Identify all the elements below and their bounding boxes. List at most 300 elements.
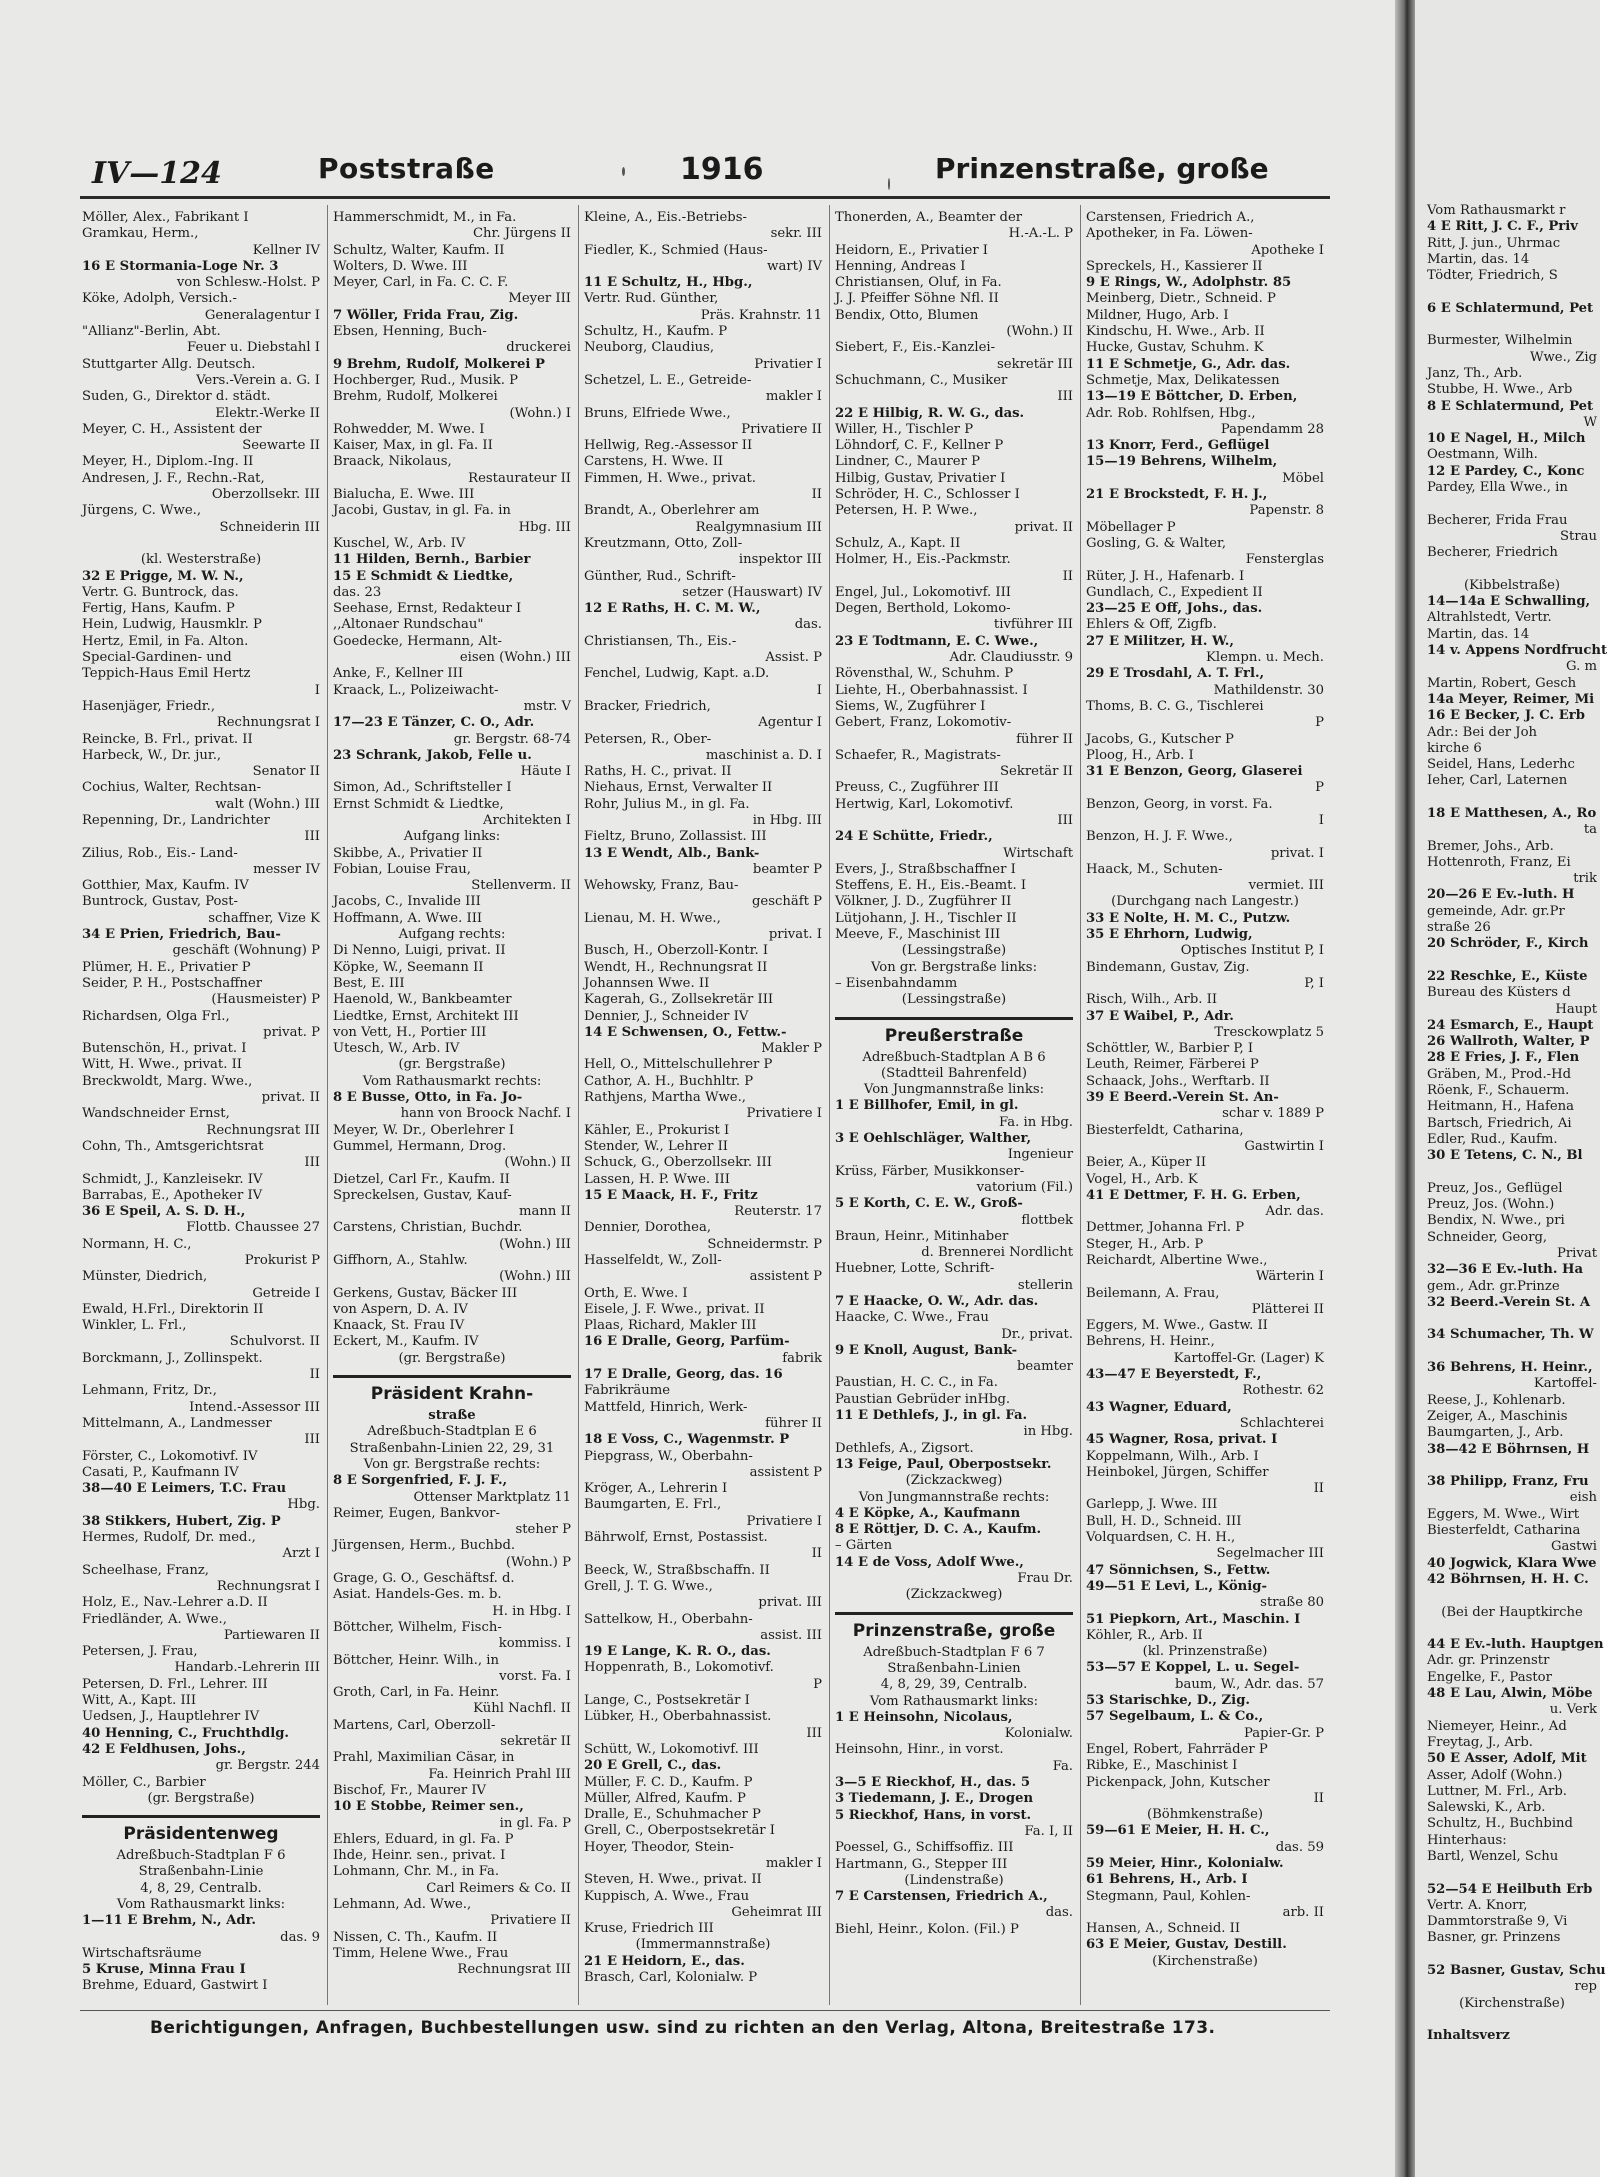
directory-entry-line: Hansen, A., Schneid. II	[1086, 1921, 1241, 1937]
directory-entry-line: Vertr. Rud. Günther,	[584, 291, 719, 307]
house-number-entry: 20 E Grell, C., das.	[584, 1758, 722, 1774]
directory-entry-line: Schütt, W., Lokomotivf. III	[584, 1741, 759, 1757]
directory-entry-line: III	[304, 1155, 320, 1171]
house-number-entry: 12 E Raths, H. C. M. W.,	[584, 601, 761, 617]
directory-entry-line: Brehme, Eduard, Gastwirt I	[82, 1978, 268, 1994]
directory-entry-line: tivführer III	[993, 617, 1073, 633]
directory-entry-line: Dennier, Dorothea,	[584, 1220, 712, 1236]
directory-entry-line: Raths, H. C., privat. II	[584, 764, 732, 780]
house-number-entry: 6 E Schlatermund, Pet	[1427, 300, 1594, 316]
directory-entry-line: Haenold, W., Bankbeamter	[333, 992, 512, 1008]
directory-entry-line: privat. III	[758, 1595, 822, 1611]
directory-entry-line: von Aspern, D. A. IV	[333, 1301, 468, 1317]
house-number-entry: 35 E Ehrhorn, Ludwig,	[1086, 927, 1253, 943]
directory-entry-line: Schaack, Johs., Werftarb. II	[1086, 1073, 1270, 1089]
directory-entry-line: Sattelkow, H., Oberbahn-	[584, 1611, 753, 1627]
house-number-entry: 15 E Schmidt & Liedtke,	[333, 568, 514, 584]
directory-entry-line: Bendix, N. Wwe., pri	[1427, 1213, 1565, 1229]
directory-entry-line: Straßenbahn-Linien	[887, 1660, 1021, 1676]
directory-entry-line: Bull, H. D., Schneid. III	[1086, 1513, 1242, 1529]
directory-entry-line: (Hausmeister) P	[211, 992, 320, 1008]
directory-entry-line: Vom Rathausmarkt links:	[869, 1693, 1039, 1709]
directory-entry-line: ,,Altonaer Rundschau"	[333, 617, 484, 633]
directory-entry-line: Holz, E., Nav.-Lehrer a.D. II	[82, 1595, 268, 1611]
directory-entry-line: Eggers, M. Wwe., Wirt	[1427, 1506, 1580, 1522]
directory-entry-line: Dammtorstraße 9, Vi	[1427, 1914, 1568, 1930]
directory-entry-line: Prahl, Maximilian Cäsar, in	[333, 1750, 515, 1766]
house-number-entry: 11 E Dethlefs, J., in gl. Fa.	[835, 1408, 1028, 1424]
house-number-entry: 15—19 Behrens, Wilhelm,	[1086, 454, 1278, 470]
directory-entry-line: Kraack, L., Polizeiwacht-	[333, 682, 499, 698]
directory-entry-line: Engel, Robert, Fahrräder P	[1086, 1741, 1268, 1757]
house-number-entry: 9 Brehm, Rudolf, Molkerei P	[333, 356, 545, 372]
directory-entry-line: Generalagentur I	[204, 307, 320, 323]
directory-entry-line: Asser, Adolf (Wohn.)	[1427, 1767, 1563, 1783]
house-number-entry: 4 E Köpke, A., Kaufmann	[835, 1505, 1021, 1521]
directory-entry-line: Rüter, J. H., Hafenarb. I	[1086, 568, 1245, 584]
directory-entry-line: Bracker, Friedrich,	[584, 698, 711, 714]
house-number-entry: 38 Philipp, Franz, Fru	[1427, 1474, 1589, 1490]
directory-entry-line: Koppelmann, Wilh., Arb. I	[1086, 1448, 1259, 1464]
house-number-entry: 12 E Pardey, C., Konc	[1427, 463, 1585, 479]
directory-entry-line: Wandschneider Ernst,	[82, 1106, 230, 1122]
house-number-entry: 7 Wöller, Frida Frau, Zig.	[333, 307, 519, 323]
directory-entry-line: P, I	[1304, 975, 1324, 991]
directory-entry-line: Nissen, C. Th., Kaufm. II	[333, 1929, 498, 1945]
house-number-entry: 21 E Heidorn, E., das.	[584, 1953, 745, 1969]
directory-entry-line: Cathor, A. H., Buchhltr. P	[584, 1073, 754, 1089]
directory-entry-line: H. in Hbg. I	[492, 1603, 571, 1619]
directory-entry-line: Tresckowplatz 5	[1214, 1024, 1324, 1040]
directory-entry-line: setzer (Hauswart) IV	[682, 584, 822, 600]
directory-entry-line: (Wohn.) II	[1006, 324, 1073, 340]
house-number-entry: 10 E Stobbe, Reimer sen.,	[333, 1799, 524, 1815]
directory-entry-line: (Wohn.) I	[509, 405, 571, 421]
directory-entry-line: Kühl Nachfl. II	[473, 1701, 571, 1717]
directory-entry-line: privat. I	[1270, 845, 1324, 861]
directory-entry-line: Hasenjäger, Friedr.,	[82, 698, 216, 714]
directory-entry-line: Haack, M., Schuten-	[1086, 861, 1223, 877]
directory-entry-line: Adreßbuch-Stadtplan A B 6	[862, 1049, 1046, 1065]
house-number-entry: 51 Piepkorn, Art., Maschin. I	[1086, 1611, 1301, 1627]
directory-entry-line: (Wohn.) III	[499, 1269, 571, 1285]
directory-entry-line: Repenning, Dr., Landrichter	[82, 812, 270, 828]
directory-entry-line: (Stadtteil Bahrenfeld)	[881, 1065, 1027, 1081]
directory-entry-line: Stender, W., Lehrer II	[584, 1138, 729, 1154]
book-gutter	[1395, 0, 1415, 2177]
directory-entry-line: Von Jungmannstraße rechts:	[858, 1489, 1050, 1505]
directory-entry-line: Seidel, Hans, Lederhc	[1427, 757, 1575, 773]
house-number-entry: 36 Behrens, H. Heinr.,	[1427, 1360, 1593, 1376]
directory-entry-line: (kl. Westerstraße)	[140, 552, 262, 568]
directory-entry-line: Hoyer, Theodor, Stein-	[584, 1839, 734, 1855]
house-number-entry: 7 E Haacke, O. W., Adr. das.	[835, 1294, 1039, 1309]
column-6	[1427, 203, 1607, 2044]
directory-entry-line: Sekretär II	[999, 764, 1073, 780]
directory-entry-line: Bremer, Johs., Arb.	[1427, 838, 1554, 854]
print-mark	[888, 178, 890, 190]
directory-entry-line: Fabrikräume	[584, 1383, 671, 1399]
house-number-entry: 5 Kruse, Minna Frau I	[82, 1962, 246, 1978]
house-number-entry: 30 E Tetens, C. N., Bl	[1427, 1148, 1583, 1164]
directory-entry-line: (Lessingstraße)	[901, 943, 1007, 959]
directory-entry-line: Niemeyer, Heinr., Ad	[1427, 1718, 1567, 1734]
directory-entry-line: P	[813, 1676, 822, 1692]
directory-entry-line: (Kirchenstraße)	[1459, 1995, 1565, 2011]
directory-entry-line: Ernst Schmidt & Liedtke,	[333, 796, 504, 812]
directory-entry-line: Schmidt, J., Kanzleisekr. IV	[82, 1171, 263, 1187]
directory-entry-line: (Böhmkenstraße)	[1146, 1807, 1264, 1823]
house-number-entry: 20—26 E Ev.-luth. H	[1427, 887, 1575, 903]
directory-entry-line: makler I	[765, 389, 822, 405]
directory-entry-line: Präs. Krahnstr. 11	[700, 307, 822, 323]
directory-entry-line: (gr. Bergstraße)	[147, 1790, 255, 1806]
directory-entry-line: Kindschu, H. Wwe., Arb. II	[1086, 324, 1265, 340]
directory-entry-line: das.	[1045, 1905, 1073, 1921]
column-1	[82, 210, 320, 2015]
directory-entry-line: Mittelmann, A., Landmesser	[82, 1415, 272, 1431]
directory-entry-line: straße 80	[1260, 1595, 1324, 1611]
directory-entry-line: Getreide I	[252, 1285, 320, 1301]
house-number-entry: 49—51 E Levi, L., König-	[1086, 1578, 1267, 1594]
house-number-entry: 32 E Prigge, M. W. N.,	[82, 568, 244, 584]
directory-entry-line: Giffhorn, A., Stahlw.	[333, 1253, 468, 1268]
directory-entry-line: Hinterhaus:	[1427, 1832, 1507, 1848]
directory-entry-line	[1427, 1947, 1597, 1963]
directory-entry-line: Luttner, M. Frl., Arb.	[1427, 1783, 1567, 1799]
directory-entry-line: Ingenieur	[1007, 1147, 1073, 1163]
directory-entry-line: Thoms, B. C. G., Tischlerei	[1086, 698, 1264, 714]
directory-entry-line: Adreßbuch-Stadtplan F 6 7	[863, 1644, 1045, 1660]
directory-entry-line: Hertz, Emil, in Fa. Alton.	[82, 633, 249, 649]
directory-entry-line: rep	[1574, 1979, 1597, 1995]
column-divider	[327, 205, 328, 2005]
directory-entry-line: Preuz, Jos., Geflügel	[1427, 1180, 1563, 1196]
directory-entry-line: geschäft P	[751, 894, 822, 910]
directory-entry-line: Henning, Andreas I	[835, 258, 966, 274]
directory-entry-line: Vertr. G. Buntrock, das.	[82, 584, 239, 600]
directory-entry-line: privat. I	[768, 927, 822, 943]
house-number-entry: 22 E Hilbig, R. W. G., das.	[835, 405, 1025, 421]
directory-entry-line: Becherer, Friedrich	[1427, 545, 1558, 561]
directory-entry-line: Holmer, H., Eis.-Packmstr.	[835, 552, 1011, 568]
directory-entry-line: Günther, Rud., Schrift-	[584, 568, 736, 584]
directory-entry-line: Liedtke, Ernst, Architekt III	[333, 1008, 519, 1024]
directory-entry-line: Wendt, H., Rechnungsrat II	[584, 959, 768, 975]
directory-entry-line: Müller, Alfred, Kaufm. P	[584, 1790, 746, 1806]
directory-entry-line: Jacobi, Gustav, in gl. Fa. in	[333, 503, 511, 519]
directory-entry-line: Papendamm 28	[1220, 421, 1324, 437]
directory-entry-line: schaffner, Vize K	[208, 910, 320, 926]
house-number-entry: 24 E Schütte, Friedr.,	[835, 829, 993, 845]
directory-entry-line: Braun, Heinr., Mitinhaber	[835, 1228, 1009, 1244]
directory-entry-line: (Kibbelstraße)	[1463, 577, 1561, 593]
directory-entry-line: Wolters, D. Wwe. III	[333, 258, 468, 274]
directory-entry-line: Grell, C., Oberpostsekretär I	[584, 1823, 776, 1839]
directory-entry-line: Orth, E. Wwe. I	[584, 1285, 688, 1301]
directory-entry-line	[82, 536, 320, 552]
directory-entry-line: Altrahlstedt, Vertr.	[1427, 610, 1552, 626]
directory-entry-line: Di Nenno, Luigi, privat. II	[333, 943, 506, 959]
directory-entry-line: Haacke, C. Wwe., Frau	[835, 1310, 989, 1326]
directory-entry-line: Meinberg, Dietr., Schneid. P	[1086, 291, 1276, 307]
directory-entry-line: (Zickzackweg)	[905, 1473, 1003, 1489]
house-number-entry: 40 Henning, C., Fruchthdlg.	[82, 1725, 290, 1741]
directory-entry-line: Lange, C., Postsekretär I	[584, 1693, 750, 1709]
house-number-entry: Inhaltsverz	[1427, 2028, 1510, 2044]
directory-entry-line: Burmester, Wilhelmin	[1427, 333, 1573, 349]
directory-entry-line: Vom Rathausmarkt links:	[116, 1896, 286, 1912]
directory-entry-line: beamter P	[752, 861, 822, 877]
directory-entry-line: Schneider, Georg,	[1427, 1229, 1548, 1245]
directory-entry-line: Bendix, Otto, Blumen	[835, 307, 979, 323]
directory-entry-line: Rohwedder, M. Wwe. I	[333, 421, 485, 437]
directory-entry-line: Martens, Carl, Oberzoll-	[333, 1717, 496, 1733]
directory-entry-line: das. 23	[333, 584, 382, 600]
directory-entry-line: Biesterfeldt, Catharina,	[1086, 1122, 1244, 1138]
house-number-entry: 20 Schröder, F., Kirch	[1427, 936, 1589, 952]
directory-entry-line: Dettmer, Johanna Frl. P	[1086, 1220, 1245, 1236]
directory-entry-line: gemeinde, Adr. gr.Pr	[1427, 903, 1565, 919]
directory-entry-line: Möbellager P	[1086, 519, 1176, 535]
directory-entry-line: Heinsohn, Hinr., in vorst.	[835, 1742, 1004, 1758]
directory-entry-line: kommiss. I	[498, 1636, 571, 1652]
directory-entry-line: Bialucha, E. Wwe. III	[333, 487, 475, 503]
directory-entry-line: Winkler, L. Frl.,	[82, 1318, 187, 1334]
directory-entry-line: fabrik	[782, 1350, 822, 1366]
directory-entry-line: Carl Reimers & Co. II	[426, 1880, 571, 1896]
directory-entry-line: W	[1583, 414, 1597, 430]
directory-entry-line: Schultz, H., Buchbind	[1427, 1816, 1573, 1832]
directory-entry-line: Vom Rathausmarkt r	[1427, 203, 1566, 218]
directory-entry-line: steher P	[515, 1522, 571, 1538]
directory-entry-line: Zilius, Rob., Eis.- Land-	[82, 845, 238, 861]
directory-entry-line: Goedecke, Hermann, Alt-	[333, 633, 502, 649]
directory-entry-line: straße 26	[1427, 920, 1491, 936]
directory-entry-line: Heitmann, H., Hafena	[1427, 1099, 1575, 1115]
directory-entry-line: Schöttler, W., Barbier P, I	[1086, 1041, 1254, 1057]
directory-entry-line: Völkner, J. D., Zugführer II	[835, 894, 1012, 910]
directory-entry-line: Böttcher, Heinr. Wilh., in	[333, 1652, 499, 1668]
directory-entry-line: in gl. Fa. P	[499, 1815, 571, 1831]
house-number-entry: 9 E Knoll, August, Bank-	[835, 1342, 1018, 1358]
directory-entry-line: Schulvorst. II	[229, 1334, 320, 1350]
directory-entry-line: Adr.: Bei der Joh	[1427, 724, 1538, 740]
directory-entry-line: Schröder, H. C., Schlosser I	[835, 487, 1020, 503]
house-number-entry: 57 Segelbaum, L. & Co.,	[1086, 1709, 1264, 1725]
house-number-entry: 59 Meier, Hinr., Kolonialw.	[1086, 1855, 1284, 1871]
house-number-entry: 8 E Busse, Otto, in Fa. Jo-	[333, 1090, 523, 1106]
directory-entry-line: Kagerah, G., Zollsekretär III	[584, 992, 774, 1008]
house-number-entry: 11 E Schmetje, G., Adr. das.	[1086, 356, 1291, 372]
directory-entry-line: u. Verk	[1549, 1702, 1597, 1718]
column-divider	[829, 205, 830, 2005]
directory-entry-line: Butenschön, H., privat. I	[82, 1041, 247, 1057]
house-number-entry: 45 Wagner, Rosa, privat. I	[1086, 1432, 1278, 1448]
directory-entry-line: Basner, gr. Prinzens	[1427, 1930, 1561, 1946]
directory-entry-line: Gerkens, Gustav, Bäcker III	[333, 1285, 518, 1301]
directory-entry-line: Klempn. u. Mech.	[1206, 650, 1324, 666]
directory-entry-line: III	[806, 1725, 822, 1741]
directory-entry-line: Böttcher, Wilhelm, Fisch-	[333, 1619, 502, 1635]
directory-entry-line: Lienau, M. H. Wwe.,	[584, 910, 721, 926]
directory-entry-line: walt (Wohn.) III	[215, 796, 320, 812]
directory-entry-line: Eckert, M., Kaufm. IV	[333, 1334, 479, 1350]
directory-entry-line: Huebner, Lotte, Schrift-	[835, 1261, 995, 1277]
publisher-footer-note: Berichtigungen, Anfragen, Buchbestellungen usw. sind zu richten an den Verlag, Altona, Breitestraße 173.	[150, 2018, 1216, 2038]
house-number-entry: 34 E Prien, Friedrich, Bau-	[82, 927, 281, 943]
directory-entry-line: Dennier, J., Schneider IV	[584, 1008, 749, 1024]
directory-entry-line: Reimer, Eugen, Bankvor-	[333, 1505, 500, 1521]
directory-entry-line	[1427, 1458, 1597, 1474]
directory-entry-line: Simon, Ad., Schriftsteller I	[333, 780, 512, 796]
directory-entry-line: Hoffmann, A. Wwe. III	[333, 910, 483, 926]
directory-entry-line: Normann, H. C.,	[82, 1236, 192, 1252]
directory-entry-line: wart) IV	[767, 258, 822, 274]
directory-entry-line: Hertwig, Karl, Lokomotivf.	[835, 796, 1014, 812]
directory-entry-line: Dietzel, Carl Fr., Kaufm. II	[333, 1171, 510, 1187]
header-rule	[80, 196, 1330, 199]
directory-entry-line	[1427, 1865, 1597, 1881]
directory-entry-line: Chr. Jürgens II	[472, 226, 571, 242]
directory-entry-line: Petersen, H. P. Wwe.,	[835, 503, 978, 519]
directory-entry-line: Köke, Adolph, Versich.-	[82, 291, 237, 307]
directory-entry-line: Petersen, D. Frl., Lehrer. III	[82, 1676, 268, 1692]
directory-entry-line: Salewski, K., Arb.	[1427, 1800, 1546, 1816]
directory-entry-line: privat. II	[1014, 519, 1073, 535]
directory-entry-line: Arzt I	[282, 1546, 320, 1562]
house-number-entry: 43—47 E Beyerstedt, F.,	[1086, 1367, 1262, 1383]
print-mark	[622, 167, 625, 176]
directory-entry-line: Freytag, J., Arb.	[1427, 1734, 1533, 1750]
house-number-entry: straße	[428, 1408, 476, 1424]
directory-entry-line: Hoppenrath, B., Lokomotivf.	[584, 1660, 774, 1676]
directory-entry-line: Engelke, F., Pastor	[1427, 1669, 1552, 1685]
house-number-entry: 19 E Lange, K. R. O., das.	[584, 1644, 771, 1660]
house-number-entry: 3 Tiedemann, J. E., Drogen	[835, 1791, 1034, 1807]
directory-entry-line: Von gr. Bergstraße rechts:	[363, 1456, 541, 1472]
directory-entry-line: Johannsen Wwe. II	[584, 975, 710, 991]
directory-entry-line: Beilemann, A. Frau,	[1086, 1285, 1220, 1301]
directory-entry-line: kirche 6	[1427, 740, 1482, 756]
directory-entry-line: assist. III	[760, 1627, 822, 1643]
directory-entry-line: II	[811, 487, 822, 503]
street-heading: Präsident Krahn-	[333, 1375, 571, 1404]
directory-entry-line: Kartoffel-	[1533, 1376, 1597, 1392]
directory-entry-line: Stubbe, H. Wwe., Arb	[1427, 382, 1573, 398]
directory-entry-line: Gebert, Franz, Lokomotiv-	[835, 715, 1012, 731]
directory-entry-line: Adr. das.	[1265, 1204, 1324, 1220]
house-number-entry: 3—5 E Rieckhof, H., das. 5	[835, 1775, 1031, 1791]
directory-entry-line: Neuborg, Claudius,	[584, 340, 715, 356]
directory-entry-line: Skibbe, A., Privatier II	[333, 845, 483, 861]
directory-entry-line: Preuz, Jos. (Wohn.)	[1427, 1197, 1555, 1213]
directory-entry-line: geschäft (Wohnung) P	[172, 943, 320, 959]
directory-entry-line: Reincke, B. Frl., privat. II	[82, 731, 253, 747]
directory-entry-line: Beier, A., Küper II	[1086, 1155, 1207, 1171]
directory-entry-line: Lehmann, Fritz, Dr.,	[82, 1383, 217, 1399]
directory-entry-line: druckerei	[506, 340, 571, 356]
directory-entry-line: gr. Bergstr. 68-74	[453, 731, 571, 747]
directory-entry-line: Wärterin I	[1255, 1269, 1324, 1285]
directory-entry-line: Kolonialw.	[1004, 1726, 1073, 1742]
footer-rule	[80, 2010, 1330, 2011]
directory-entry-line: Benzon, Georg, in vorst. Fa.	[1086, 796, 1273, 812]
directory-entry-line: gem., Adr. gr.Prinze	[1427, 1278, 1560, 1294]
directory-entry-line: Becherer, Frida Frau	[1427, 512, 1568, 528]
directory-entry-line: Möller, Alex., Fabrikant I	[82, 210, 249, 225]
directory-entry-line: Ribke, E., Maschinist I	[1086, 1758, 1238, 1774]
directory-entry-line: in Hbg.	[1023, 1424, 1073, 1440]
directory-entry-line: Teppich-Haus Emil Hertz	[82, 666, 251, 682]
directory-entry-line: Schmetje, Max, Delikatessen	[1086, 372, 1280, 388]
directory-entry-line: Plätterei II	[1251, 1301, 1324, 1317]
house-number-entry: 42 E Feldhusen, Johs.,	[82, 1741, 246, 1757]
house-number-entry: 1—11 E Brehm, N., Adr.	[82, 1913, 256, 1929]
directory-entry-line: Piepgrass, W., Oberbahn-	[584, 1448, 753, 1464]
column-5	[1086, 210, 1324, 2015]
directory-entry-line: Carstensen, Friedrich A.,	[1086, 210, 1255, 225]
directory-entry-line: Gräben, M., Prod.-Hd	[1427, 1066, 1572, 1082]
directory-entry-line: Papenstr. 8	[1249, 503, 1324, 519]
house-number-entry: 23—25 E Off, Johs., das.	[1086, 601, 1263, 617]
directory-entry-line: Janz, Th., Arb.	[1427, 365, 1523, 381]
directory-entry-line: beamter	[1016, 1359, 1073, 1375]
directory-entry-line: Hilbig, Gustav, Privatier I	[835, 470, 1006, 486]
directory-entry-line: Garlepp, J. Wwe. III	[1086, 1497, 1218, 1513]
directory-entry-line: Privatier I	[754, 356, 822, 372]
directory-entry-line: Köhler, R., Arb. II	[1086, 1627, 1203, 1643]
directory-entry-line: Rechnungsrat I	[216, 1578, 320, 1594]
house-number-entry: 31 E Benzon, Georg, Glaserei	[1086, 764, 1303, 780]
house-number-entry: 50 E Asser, Adolf, Mit	[1427, 1751, 1587, 1767]
directory-entry-line: Adreßbuch-Stadtplan E 6	[367, 1424, 537, 1440]
directory-entry-line: Rothestr. 62	[1242, 1383, 1324, 1399]
house-number-entry: 38—42 E Böhrnsen, H	[1427, 1441, 1590, 1457]
directory-entry-line: I	[1318, 812, 1324, 828]
directory-entry-line: Vers.-Verein a. G. I	[196, 372, 320, 388]
directory-entry-line: 4, 8, 29, Centralb.	[140, 1880, 262, 1896]
directory-entry-line: Friedländer, A. Wwe.,	[82, 1611, 227, 1627]
directory-entry-line: privat. II	[261, 1090, 320, 1106]
directory-entry-line: Plümer, H. E., Privatier P	[82, 959, 251, 975]
directory-entry-line: Buntrock, Gustav, Post-	[82, 894, 239, 910]
directory-entry-line: (Durchgang nach Langestr.)	[1111, 894, 1299, 910]
directory-entry-line: Haupt	[1555, 1001, 1597, 1017]
house-number-entry: 32—36 E Ev.-luth. Ha	[1427, 1262, 1584, 1278]
directory-entry-line: Handarb.-Lehrerin III	[174, 1660, 320, 1676]
directory-entry-line: (gr. Bergstraße)	[398, 1350, 506, 1366]
directory-entry-line: Reuterstr. 17	[734, 1204, 822, 1220]
house-number-entry: 10 E Nagel, H., Milch	[1427, 431, 1586, 447]
directory-entry-line	[1427, 2012, 1597, 2028]
directory-entry-line: das.	[794, 617, 822, 633]
directory-entry-line: Martin, das. 14	[1427, 626, 1530, 642]
directory-entry-line: Bruns, Elfriede Wwe.,	[584, 405, 731, 421]
house-number-entry: 16 E Dralle, Georg, Parfüm-	[584, 1334, 790, 1350]
directory-entry-line: d. Brennerei Nordlicht	[921, 1245, 1073, 1261]
directory-entry-line: Seehase, Ernst, Redakteur I	[333, 601, 522, 617]
directory-entry-line: Biesterfeldt, Catharina	[1427, 1523, 1581, 1539]
directory-entry-line: Realgymnasium III	[695, 519, 822, 535]
directory-entry-line: Bartsch, Friedrich, Ai	[1427, 1115, 1572, 1131]
house-number-entry: 14a Meyer, Reimer, Mi	[1427, 691, 1595, 707]
directory-entry-line: Ehlers, Eduard, in gl. Fa. P	[333, 1831, 514, 1847]
directory-entry-line: Fertig, Hans, Kaufm. P	[82, 601, 235, 617]
directory-entry-line: Lindner, C., Maurer P	[835, 454, 980, 470]
directory-entry-line: Schulz, A., Kapt. II	[835, 535, 961, 551]
directory-entry-line: Röenk, F., Schauerm.	[1427, 1083, 1570, 1099]
